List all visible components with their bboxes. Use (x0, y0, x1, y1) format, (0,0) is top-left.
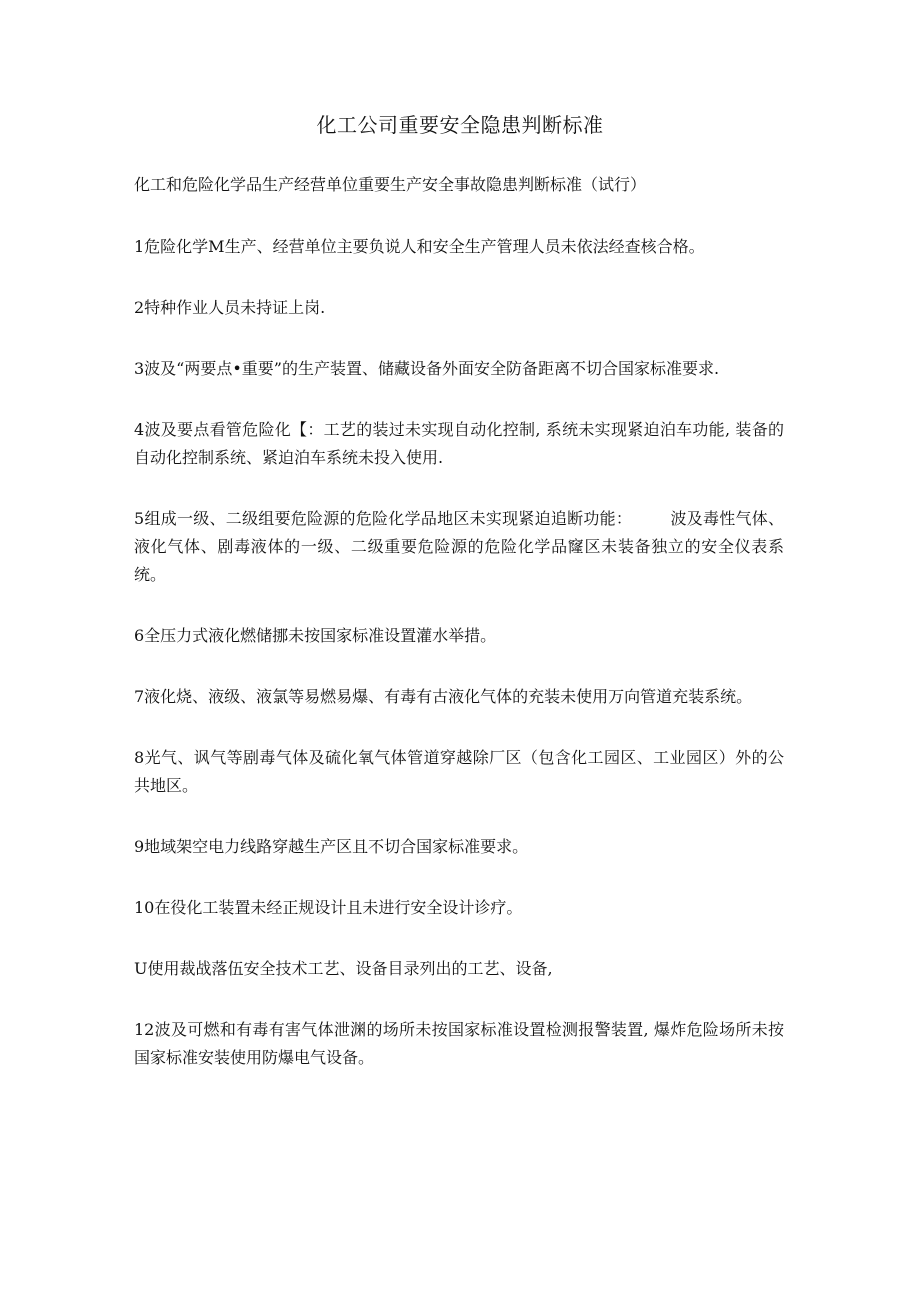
list-item (134, 955, 784, 983)
list-item (134, 744, 784, 800)
list-item (134, 1016, 784, 1072)
item-text: 5组成一级、二级组要危险源的危险化学品地区未实现紧迫追断功能： (134, 509, 633, 528)
item-text: 4波及要点看管危险化【：工艺的装过未实现自动化控制, 系统未实现紧迫泊车功能, 装备的自动化控制系统、紧迫泊车系统未投入使用. (134, 420, 784, 467)
list-item (134, 505, 784, 589)
item-text: 9地域架空电力线路穿越生产区且不切合国家标准要求。 (134, 837, 529, 856)
list-item (134, 294, 784, 322)
list-item (134, 233, 784, 261)
item-text: 7液化烧、液级、液氯等易燃易爆、有毒有古液化气体的充装未使用万向管道充装系统。 (134, 687, 753, 706)
item-text: 3波及“两要点•重要”的生产装置、储藏设备外面安全防备距离不切合国家标准要求. (134, 359, 720, 378)
item-text: 1危险化学M生产、经营单位主要负说人和安全生产管理人员未依法经查核合格。 (134, 237, 705, 256)
list-item (134, 622, 784, 650)
list-item (134, 833, 784, 861)
item-text: 8光气、讽气等剧毒气体及硫化氧气体管道穿越除厂区（包含化工园区、工业园区）外的公共地区。 (134, 748, 784, 795)
list-item (134, 683, 784, 711)
item-text-continued: 波及毒性气体、液化气体、剧毒液体的一级、二级重要危险源的危险化学品窿区未装备独立的安全仪表系统。 (134, 509, 784, 584)
criteria-list (134, 233, 784, 1105)
document-subtitle: 化工和危险化学品生产经营单位重要生产安全事故隐患判断标准（试行） (134, 175, 647, 194)
list-item (134, 355, 784, 383)
item-text: 10在役化工装置未经正规设计且未进行安全设计诊疗。 (134, 898, 523, 917)
item-text: U使用裁战落伍安全技术工艺、设备目录列出的工艺、设备, (134, 959, 553, 978)
item-text: 12波及可燃和有毒有害气体泄渊的场所未按国家标准设置检测报警装置, 爆炸危险场所未按国家标准安装使用防爆电气设备。 (134, 1020, 784, 1067)
list-item (134, 416, 784, 472)
page-title: 化工公司重要安全隐患判断标准 (316, 113, 604, 137)
list-item (134, 894, 784, 922)
item-text: 6全压力式液化燃储挪未按国家标准设置灌水举措。 (134, 626, 497, 645)
item-text: 2特种作业人员未持证上岗. (134, 298, 326, 317)
